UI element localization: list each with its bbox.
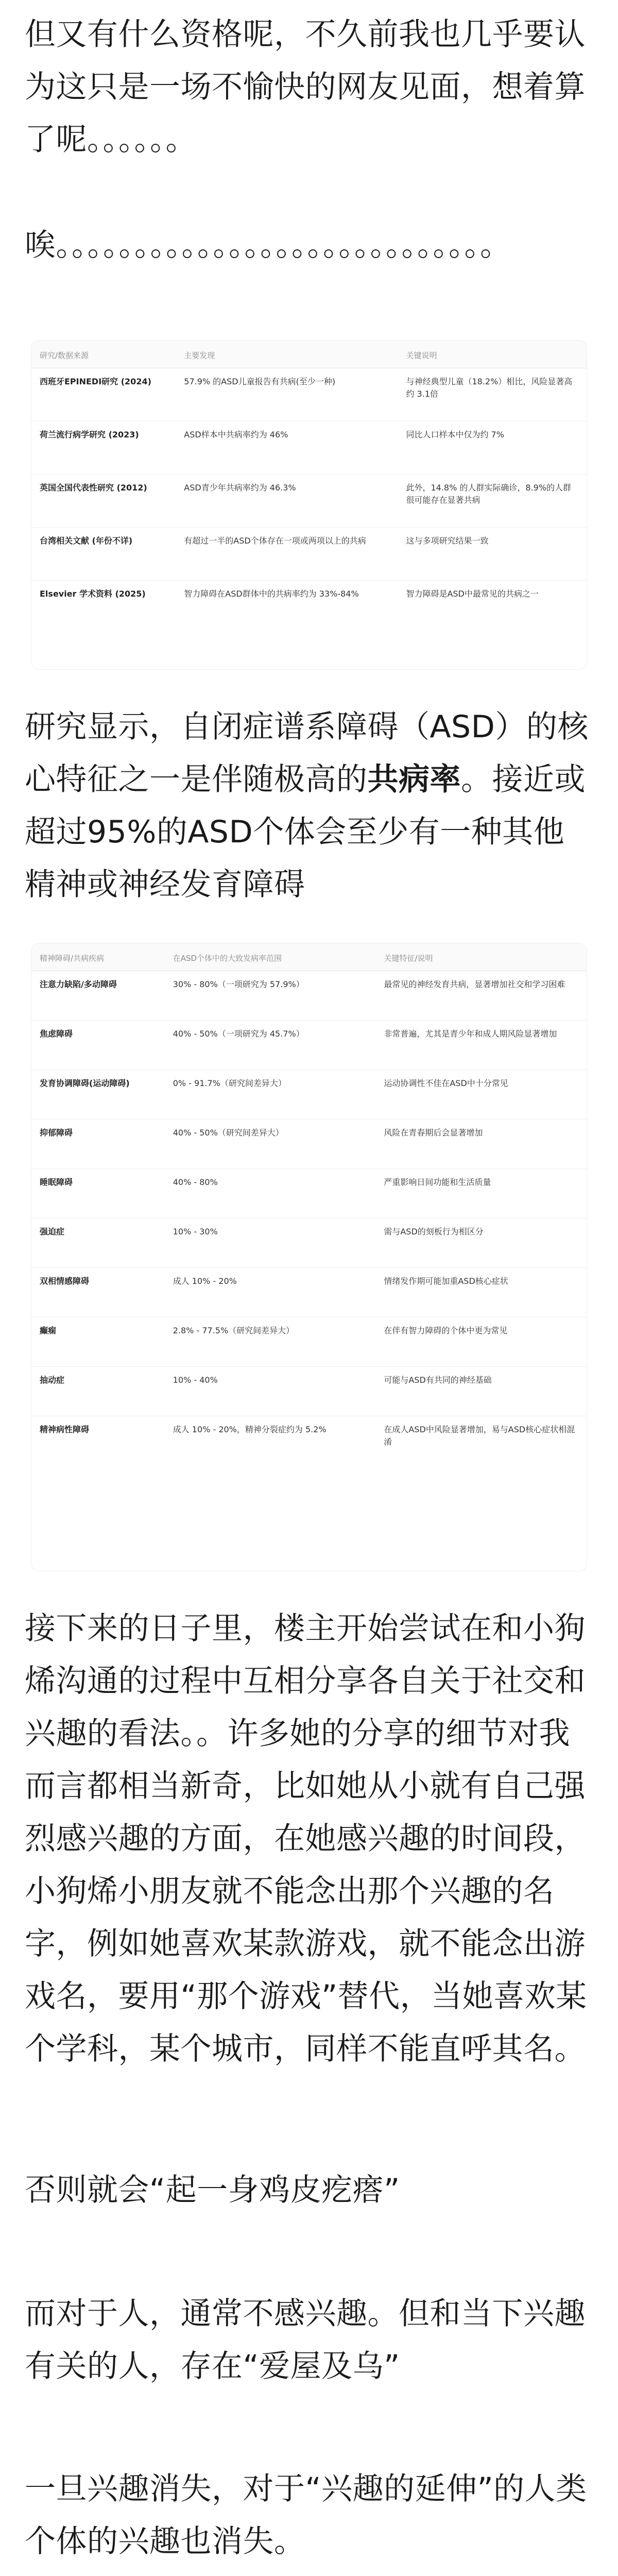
comorbidity-rates-table — [31, 943, 587, 1466]
paragraph-2 — [25, 219, 593, 272]
table-cell: 智力障碍是ASD中最常见的共病之一 — [406, 589, 539, 599]
table-cell: 40% - 80% — [165, 1169, 376, 1218]
table-cell: 40% - 50%（一项研究为 45.7%） — [165, 1021, 376, 1070]
table-cell: 运动协调性不佳在ASD中十分常见 — [375, 1070, 587, 1120]
table-cell: 此外，14.8% 的人群实际确诊，8.9%的人群很可能存在显著共病 — [398, 474, 587, 528]
comorbidity-studies-table — [31, 341, 587, 634]
comorbidity-rates-table-image — [31, 943, 587, 1571]
table-header-row — [31, 341, 587, 368]
table-cell: 2.8% - 77.5%（研究间差异大） — [165, 1317, 376, 1367]
table-cell: 非常普遍，尤其是青少年和成人期风险显著增加 — [375, 1021, 587, 1070]
table-cell: 在成人ASD中风险显著增加，易与ASD核心症状相混淆 — [384, 1425, 575, 1447]
table-cell: 癫痫 — [31, 1317, 165, 1367]
paragraph-3 — [25, 701, 593, 911]
table-cell: 同比人口样本中仅为约 7% — [398, 421, 587, 474]
table-row — [31, 1070, 587, 1120]
post-text: 但又有什么资格呢，不久前我也几乎要认为这只是一场不愉快的网友见面，想着算了呢。。。。。。 — [25, 16, 586, 158]
table-cell: 最常见的神经发育共病，显著增加社交和学习困难 — [375, 971, 587, 1021]
post-text: 唉。。。。。。。。。。。。。。。。。。。。。。。。。。。。 — [25, 227, 511, 263]
table-cell: 需与ASD的刻板行为相区分 — [375, 1218, 587, 1268]
table-row — [31, 971, 587, 1021]
table-header: 主要发现 — [176, 341, 398, 368]
table-cell: 严重影响日间功能和生活质量 — [375, 1169, 587, 1218]
comorbidity-studies-table-image — [31, 340, 587, 670]
table-cell: 西班牙EPINEDI研究 (2024) — [31, 368, 176, 421]
paragraph-5 — [25, 2164, 593, 2216]
table-cell: 与神经典型儿童（18.2%）相比，风险显著高约 3.1倍 — [398, 368, 587, 421]
table-cell: 情绪发作期可能加重ASD核心症状 — [375, 1268, 587, 1317]
table-cell: 成人 10% - 20% — [165, 1268, 376, 1317]
table-header: 精神障碍/共病疾病 — [31, 943, 165, 971]
paragraph-4 — [25, 1602, 593, 2075]
table-cell: 抑郁障碍 — [31, 1120, 165, 1169]
table-header: 在ASD个体中的大致发病率范围 — [165, 943, 376, 971]
table-header-row — [31, 943, 587, 971]
table-row — [31, 368, 587, 421]
post-text: 否则就会“起一身鸡皮疙瘩” — [25, 2172, 400, 2208]
table-cell: 精神病性障碍 — [40, 1425, 90, 1434]
paragraph-6 — [25, 2287, 593, 2393]
table-cell: 0% - 91.7%（研究间差异大） — [165, 1070, 376, 1120]
table-cell: 台湾相关文献 (年份不详) — [31, 528, 176, 581]
table-row — [31, 421, 587, 474]
table-cell: 成人 10% - 20%，精神分裂症约为 5.2% — [173, 1425, 327, 1434]
table-row — [31, 528, 587, 581]
table-cell: 40% - 50%（研究间差异大） — [165, 1120, 376, 1169]
table-cell: 10% - 40% — [165, 1367, 376, 1416]
table-row — [31, 474, 587, 528]
table-row — [31, 1169, 587, 1218]
paragraph-1 — [25, 8, 593, 166]
table-cell: 荷兰流行病学研究 (2023) — [31, 421, 176, 474]
table-cell: 智力障碍在ASD群体中的共病率约为 33%-84% — [184, 589, 359, 599]
table-cell: 有超过一半的ASD个体存在一项或两项以上的共病 — [176, 528, 398, 581]
table-cell: 强迫症 — [31, 1218, 165, 1268]
table-row — [31, 1021, 587, 1070]
paragraph-7 — [25, 2463, 593, 2568]
table-cell: ASD青少年共病率约为 46.3% — [176, 474, 398, 528]
table-header: 关键说明 — [398, 341, 587, 368]
table-cell: 睡眠障碍 — [31, 1169, 165, 1218]
table-row — [31, 1218, 587, 1268]
table-row — [31, 1120, 587, 1169]
table-cell: 30% - 80%（一项研究为 57.9%） — [165, 971, 376, 1021]
table-cell: 在伴有智力障碍的个体中更为常见 — [375, 1317, 587, 1367]
table-row — [31, 1416, 587, 1466]
table-row — [31, 1367, 587, 1416]
post-text — [25, 701, 593, 911]
table-cell: 抽动症 — [31, 1367, 165, 1416]
table-cell: 焦虑障碍 — [31, 1021, 165, 1070]
table-cell: 风险在青春期后会显著增加 — [375, 1120, 587, 1169]
table-row — [31, 1268, 587, 1317]
table-cell: 英国全国代表性研究 (2012) — [31, 474, 176, 528]
post-text: 接下来的日子里，楼主开始尝试在和小狗烯沟通的过程中互相分享各自关于社交和兴趣的看法。。许多她的分享的细节对我而言都相当新奇，比如她从小就有自己强烈感兴趣的方面，在她感兴趣的时间段，小狗烯小朋友就不能念出那个兴趣的名字，例如她喜欢某款游戏，就不能念出游戏名，要用“那个游戏”替代，当她喜欢某个学科，某个城市，同样不能直呼其名。 — [25, 1611, 587, 2067]
highlight-text: 共病率 — [367, 761, 461, 798]
post-text: 而对于人，通常不感兴趣。但和当下兴趣有关的人，存在“爱屋及乌” — [25, 2296, 586, 2384]
post-text-span: 。接近或超过95%的ASD个体会至少有一种其他精神或神经发育障碍 — [25, 761, 586, 903]
table-cell: ASD样本中共病率约为 46% — [176, 421, 398, 474]
table-cell: 10% - 30% — [165, 1218, 376, 1268]
post-text-span: 研究显示，自闭症谱系障碍（ASD）的核心特征之一是伴随极高的 — [25, 709, 589, 798]
table-cell: 可能与ASD有共同的神经基础 — [375, 1367, 587, 1416]
table-header: 关键特征/说明 — [375, 943, 587, 971]
table-header: 研究/数据来源 — [31, 341, 176, 368]
table-row — [31, 581, 587, 634]
post-text: 一旦兴趣消失，对于“兴趣的延伸”的人类个体的兴趣也消失。 — [25, 2471, 587, 2560]
table-cell: 57.9% 的ASD儿童报告有共病(至少一种) — [176, 368, 398, 421]
table-cell: 这与多项研究结果一致 — [398, 528, 587, 581]
table-cell: 双相情感障碍 — [31, 1268, 165, 1317]
table-row — [31, 1317, 587, 1367]
table-cell: 发育协调障碍(运动障碍) — [31, 1070, 165, 1120]
table-cell: 注意力缺陷/多动障碍 — [31, 971, 165, 1021]
table-cell: Elsevier 学术资料 (2025) — [40, 589, 146, 599]
